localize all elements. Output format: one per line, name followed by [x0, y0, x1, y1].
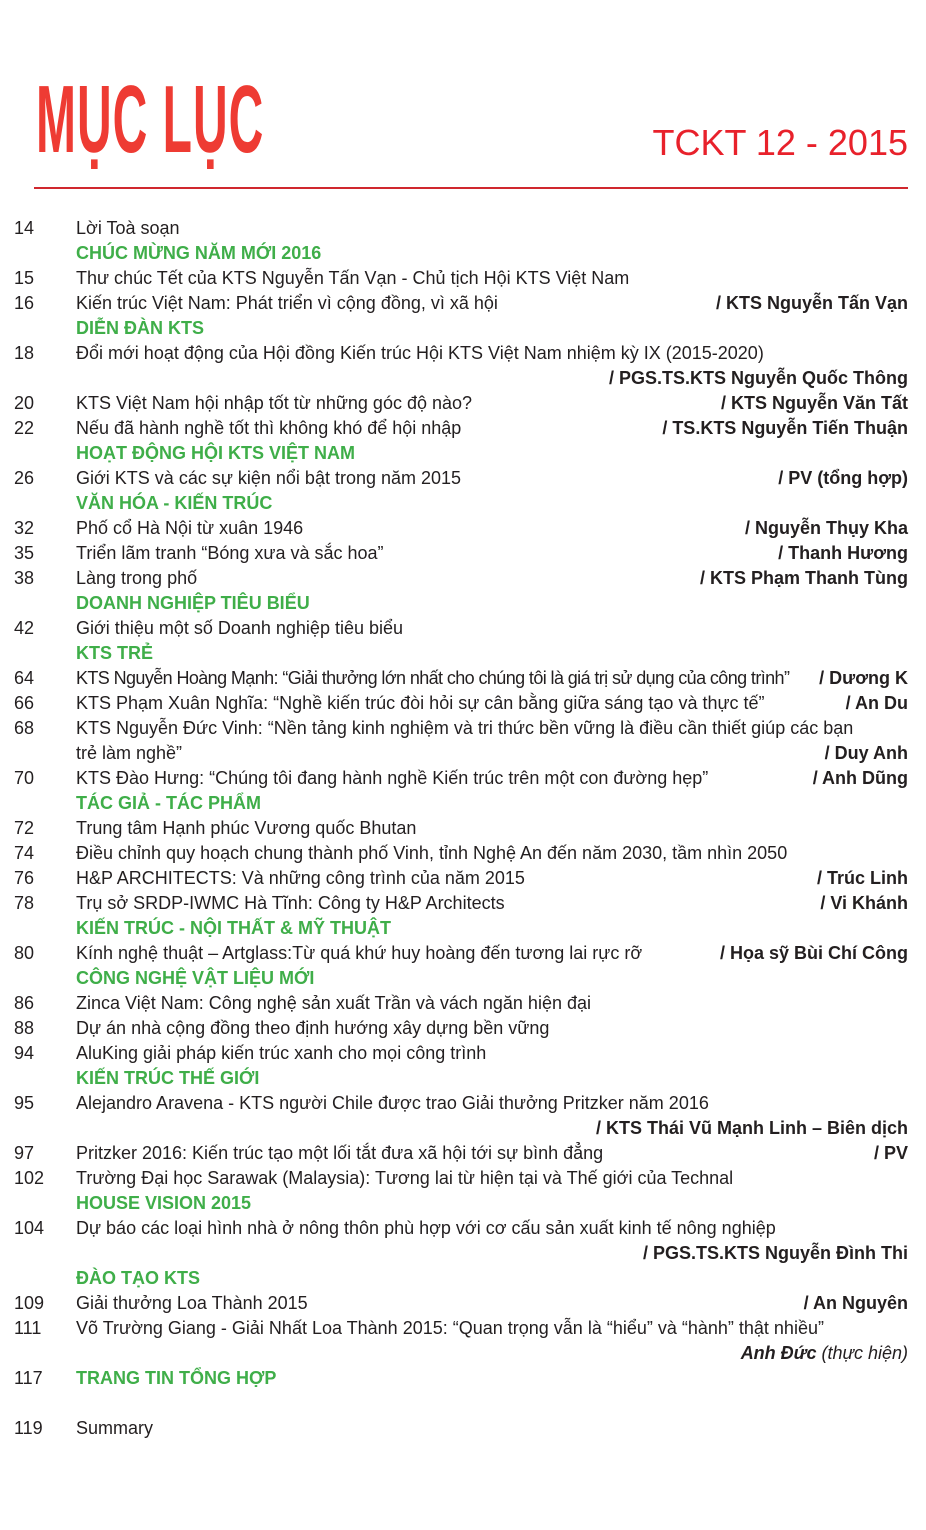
page-number: 86 — [14, 993, 35, 1013]
entry-title[interactable]: H&P ARCHITECTS: Và những công trình của năm 2015 — [76, 868, 525, 888]
section-heading-row — [0, 1366, 926, 1391]
toc-entry — [0, 716, 926, 741]
entry-title[interactable]: Dự án nhà cộng đồng theo định hướng xây dựng bền vững — [76, 1018, 550, 1038]
toc-entry — [0, 1316, 926, 1341]
page-number: 70 — [14, 768, 35, 788]
entry-author: / Vi Khánh — [820, 893, 908, 913]
entry-author: / KTS Nguyễn Tấn Vạn — [715, 293, 908, 313]
entry-title[interactable]: Lời Toà soạn — [76, 218, 180, 238]
page-number: 94 — [14, 1043, 35, 1063]
entry-title[interactable]: Zinca Việt Nam: Công nghệ sản xuất Trần và vách ngăn hiện đại — [76, 993, 591, 1013]
page-number: 80 — [14, 943, 35, 963]
section-heading: CHÚC MỪNG NĂM MỚI 2016 — [76, 243, 322, 263]
entry-title[interactable]: Trường Đại học Sarawak (Malaysia): Tương lai từ hiện tại và Thế giới của Technal — [76, 1168, 734, 1188]
toc-entry — [0, 1341, 926, 1366]
toc-entry — [0, 541, 926, 566]
toc-entry — [0, 941, 926, 966]
entry-author: / An Nguyên — [803, 1293, 908, 1313]
entry-author: / PGS.TS.KTS Nguyễn Đình Thi — [642, 1243, 908, 1263]
page-number: 74 — [14, 843, 35, 863]
entry-author: / KTS Phạm Thanh Tùng — [700, 568, 908, 588]
toc-entry — [0, 1416, 926, 1441]
toc-entry — [0, 466, 926, 491]
toc-entry — [0, 516, 926, 541]
entry-title[interactable]: Dự báo các loại hình nhà ở nông thôn phù hợp với cơ cấu sản xuất kinh tế nông nghiệp — [76, 1218, 776, 1238]
section-heading-row — [0, 641, 926, 666]
entry-author: / Dương K — [819, 668, 908, 688]
entry-author: / An Du — [845, 693, 908, 713]
entry-author: / KTS Thái Vũ Mạnh Linh – Biên dịch — [595, 1118, 908, 1138]
entry-title[interactable]: Nếu đã hành nghề tốt thì không khó để hội nhập — [76, 418, 462, 438]
page-number: 66 — [14, 693, 35, 713]
entry-title[interactable]: Kính nghệ thuật – Artglass:Từ quá khứ huy hoàng đến tương lai rực rỡ — [76, 943, 643, 963]
entry-author: / TS.KTS Nguyễn Tiến Thuận — [662, 418, 908, 438]
toc-entry — [0, 691, 926, 716]
section-heading: TÁC GIẢ - TÁC PHẨM — [76, 793, 261, 813]
entry-author: / Nguyễn Thụy Kha — [744, 518, 908, 538]
page-number: 14 — [14, 218, 35, 238]
entry-author: / Trúc Linh — [816, 868, 908, 888]
entry-author: / PV (tổng hợp) — [778, 468, 908, 488]
entry-title[interactable]: Giải thưởng Loa Thành 2015 — [76, 1293, 308, 1313]
page-number: 42 — [14, 618, 35, 638]
section-heading: VĂN HÓA - KIẾN TRÚC — [76, 493, 273, 513]
page-number: 64 — [14, 668, 35, 688]
section-heading: KIẾN TRÚC - NỘI THẤT & MỸ THUẬT — [76, 918, 391, 938]
section-heading-row — [0, 916, 926, 941]
page-number: 104 — [14, 1218, 45, 1238]
table-of-contents — [0, 216, 926, 1441]
toc-entry — [0, 741, 926, 766]
toc-entry — [0, 991, 926, 1016]
toc-entry — [0, 891, 926, 916]
section-heading: TRANG TIN TỔNG HỢP — [76, 1368, 277, 1388]
entry-title[interactable]: Trụ sở SRDP-IWMC Hà Tĩnh: Công ty H&P Architects — [76, 893, 505, 913]
entry-title[interactable]: KTS Nguyễn Hoàng Mạnh: “Giải thưởng lớn nhất cho chúng tôi là giá trị sử dụng của công trình” — [76, 668, 790, 688]
toc-entry — [0, 841, 926, 866]
page-number: 76 — [14, 868, 35, 888]
entry-author: / Thanh Hương — [778, 543, 908, 563]
section-heading-row — [0, 1266, 926, 1291]
page-title: MỤC LỤC — [36, 66, 265, 173]
entry-title[interactable]: Phố cổ Hà Nội từ xuân 1946 — [76, 518, 304, 538]
page-number: 38 — [14, 568, 35, 588]
section-heading: KTS TRẺ — [76, 643, 154, 663]
section-heading-row — [0, 316, 926, 341]
page-number: 109 — [14, 1293, 45, 1313]
entry-title[interactable]: AluKing giải pháp kiến trúc xanh cho mọi công trình — [76, 1043, 487, 1063]
page-number: 72 — [14, 818, 35, 838]
section-heading-row — [0, 591, 926, 616]
page-number: 88 — [14, 1018, 35, 1038]
entry-title[interactable]: Giới thiệu một số Doanh nghiệp tiêu biểu — [76, 618, 404, 638]
page-number: 20 — [14, 393, 35, 413]
entry-author: / Họa sỹ Bùi Chí Công — [719, 943, 908, 963]
page-number: 18 — [14, 343, 35, 363]
entry-author: / Anh Dũng — [812, 768, 908, 788]
section-heading-row — [0, 1191, 926, 1216]
section-heading-row — [0, 1066, 926, 1091]
section-heading: HOUSE VISION 2015 — [76, 1193, 252, 1213]
toc-entry — [0, 866, 926, 891]
page-number: 22 — [14, 418, 35, 438]
header-divider — [34, 187, 908, 189]
toc-entry — [0, 341, 926, 366]
entry-title[interactable]: Đổi mới hoạt động của Hội đồng Kiến trúc Hội KTS Việt Nam nhiệm kỳ IX (2015-2020) — [76, 343, 764, 363]
page-number: 102 — [14, 1168, 45, 1188]
toc-entry — [0, 266, 926, 291]
entry-author: / PGS.TS.KTS Nguyễn Quốc Thông — [608, 368, 908, 388]
entry-title[interactable]: KTS Việt Nam hội nhập tốt từ những góc độ nào? — [76, 393, 473, 413]
section-heading-row — [0, 966, 926, 991]
toc-entry — [0, 1166, 926, 1191]
entry-title[interactable]: Làng trong phố — [76, 568, 198, 588]
entry-title[interactable]: Alejandro Aravena - KTS người Chile được trao Giải thưởng Pritzker năm 2016 — [76, 1093, 709, 1113]
page-number: 117 — [14, 1368, 43, 1388]
toc-entry — [0, 216, 926, 241]
toc-entry — [0, 1091, 926, 1116]
entry-author: / Duy Anh — [824, 743, 908, 763]
entry-title[interactable]: Võ Trường Giang - Giải Nhất Loa Thành 2015: “Quan trọng vẫn là “hiểu” và “hành” thật nhiều” — [76, 1318, 824, 1338]
entry-author: / KTS Nguyễn Văn Tất — [720, 393, 908, 413]
section-heading: DIỄN ĐÀN KTS — [76, 318, 205, 338]
section-heading-row — [0, 441, 926, 466]
toc-entry — [0, 566, 926, 591]
section-heading-row — [0, 491, 926, 516]
page-number: 78 — [14, 893, 35, 913]
page-number: 32 — [14, 518, 35, 538]
entry-title[interactable]: Thư chúc Tết của KTS Nguyễn Tấn Vạn - Chủ tịch Hội KTS Việt Nam — [76, 268, 630, 288]
entry-author: / PV — [873, 1143, 908, 1163]
toc-entry — [0, 816, 926, 841]
section-heading: DOANH NGHIỆP TIÊU BIỂU — [76, 593, 310, 613]
section-heading: KIẾN TRÚC THẾ GIỚI — [76, 1068, 260, 1088]
toc-entry — [0, 1291, 926, 1316]
entry-title[interactable]: Pritzker 2016: Kiến trúc tạo một lối tắt đưa xã hội tới sự bình đẳng — [76, 1143, 604, 1163]
page-number: 68 — [14, 718, 35, 738]
toc-entry — [0, 416, 926, 441]
toc-entry — [0, 1141, 926, 1166]
page-number: 16 — [14, 293, 35, 313]
entry-title[interactable]: Kiến trúc Việt Nam: Phát triển vì cộng đồng, vì xã hội — [76, 293, 498, 313]
section-heading: CÔNG NGHỆ VẬT LIỆU MỚI — [76, 968, 315, 988]
entry-title[interactable]: KTS Nguyễn Đức Vinh: “Nền tảng kinh nghiệm và tri thức bền vững là điều cần thiết giúp các bạn — [76, 718, 854, 738]
toc-entry — [0, 666, 926, 691]
toc-entry — [0, 1116, 926, 1141]
page-number: 119 — [14, 1418, 43, 1438]
entry-title[interactable]: KTS Phạm Xuân Nghĩa: “Nghề kiến trúc đòi hỏi sự cân bằng giữa sáng tạo và thực tế” — [76, 693, 765, 713]
author-role: (thực hiện) — [816, 1343, 908, 1363]
entry-title[interactable]: Điều chỉnh quy hoạch chung thành phố Vinh, tỉnh Nghệ An đến năm 2030, tầm nhìn 2050 — [76, 843, 788, 863]
toc-entry — [0, 1041, 926, 1066]
toc-entry — [0, 766, 926, 791]
toc-entry — [0, 1391, 926, 1416]
entry-author-note — [741, 1341, 908, 1366]
toc-entry — [0, 616, 926, 641]
section-heading: HOẠT ĐỘNG HỘI KTS VIỆT NAM — [76, 443, 355, 463]
page-number: 111 — [14, 1318, 42, 1338]
section-heading: ĐÀO TẠO KTS — [76, 1268, 200, 1288]
section-heading-row — [0, 241, 926, 266]
page-number: 95 — [14, 1093, 35, 1113]
entry-title[interactable]: Trung tâm Hạnh phúc Vương quốc Bhutan — [76, 818, 417, 838]
issue-label: TCKT 12 - 2015 — [652, 122, 908, 163]
page-number: 15 — [14, 268, 35, 288]
toc-entry — [0, 391, 926, 416]
toc-entry — [0, 1216, 926, 1241]
page-number: 26 — [14, 468, 35, 488]
toc-entry — [0, 291, 926, 316]
section-heading-row — [0, 791, 926, 816]
author-name: Anh Đức — [740, 1343, 817, 1363]
entry-title[interactable]: Triển lãm tranh “Bóng xưa và sắc hoa” — [76, 543, 384, 563]
toc-entry — [0, 1016, 926, 1041]
entry-title[interactable]: Giới KTS và các sự kiện nổi bật trong năm 2015 — [76, 468, 462, 488]
toc-entry — [0, 366, 926, 391]
page-number: 97 — [14, 1143, 35, 1163]
toc-entry — [0, 1241, 926, 1266]
entry-title[interactable]: trẻ làm nghề” — [76, 743, 183, 763]
entry-title[interactable]: Summary — [76, 1418, 154, 1438]
page-number: 35 — [14, 543, 35, 563]
entry-title[interactable]: KTS Đào Hưng: “Chúng tôi đang hành nghề Kiến trúc trên một con đường hẹp” — [76, 768, 709, 788]
